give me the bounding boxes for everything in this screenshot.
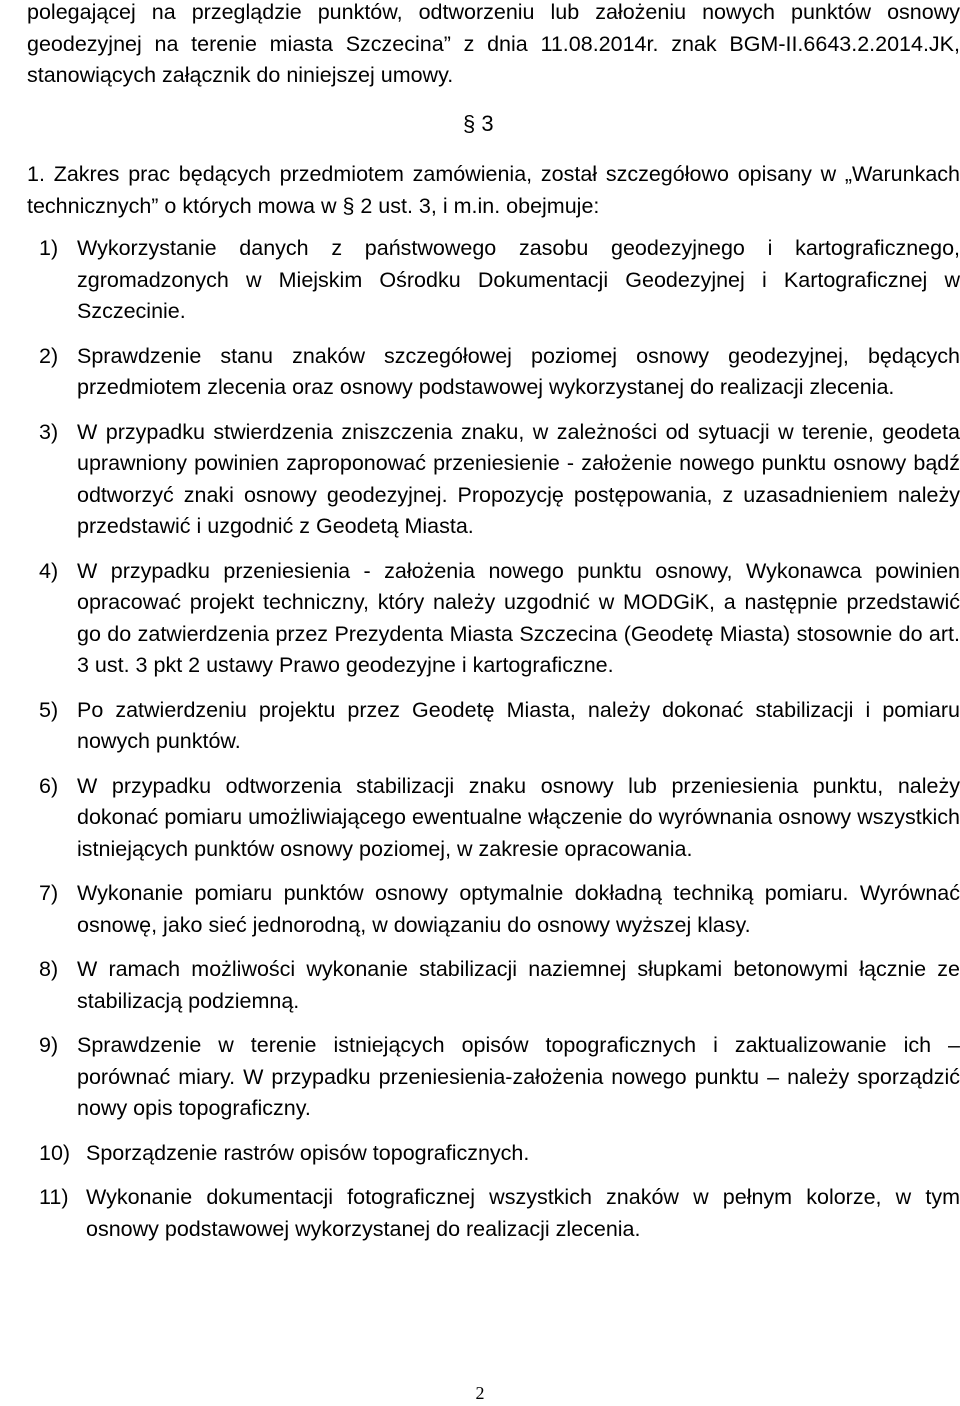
- list-item-text: W przypadku stwierdzenia zniszczenia znaku, w zależności od sytuacji w terenie, geodeta uprawniony powinien zaproponować przeniesienie - założenie nowego punktu osnowy bądź odtworzyć znaki osnowy geodezyjnej. Propozycję postępowania, z uzasadnieniem należy przedstawić i uzgodnić z Geodetą Miasta.: [77, 419, 960, 538]
- scope-list: [39, 233, 960, 1258]
- point-1-paragraph: 1. Zakres prac będących przedmiotem zamówienia, został szczegółowo opisany w „Warunkach technicznych” o których mowa w § 2 ust. 3, i m.in. obejmuje:: [27, 162, 960, 218]
- list-item-text: Sporządzenie rastrów opisów topograficznych.: [86, 1140, 530, 1165]
- section-heading: § 3: [463, 111, 494, 136]
- list-item-number: 10): [39, 1140, 71, 1165]
- list-item: [39, 1182, 960, 1245]
- list-item-text: W przypadku przeniesienia - założenia nowego punktu osnowy, Wykonawca powinien opracować projekt techniczny, który należy uzgodnić w MODGiK, a następnie przedstawić go do zatwierdzenia przez Prezydenta Miasta Szczecina (Geodetę Miasta) stosownie do art. 3 ust. 3 pkt 2 ustawy Prawo geodezyjne i kartograficzne.: [77, 558, 960, 677]
- page-number: 2: [475, 1383, 485, 1403]
- list-item-text: Sprawdzenie stanu znaków szczegółowej poziomej osnowy geodezyjnej, będących przedmiotem zlecenia oraz osnowy podstawowej wykorzystanej do realizacji zlecenia.: [77, 343, 960, 399]
- list-item-number: 9): [39, 1033, 59, 1057]
- list-item: [39, 1030, 960, 1125]
- list-item-text: W przypadku odtworzenia stabilizacji znaku osnowy lub przeniesienia punktu, należy dokonać pomiaru umożliwiającego ewentualne włączenie do wyrównania osnowy wszystkich istniejących punktów osnowy poziomej, w zakresie opracowania.: [77, 773, 960, 861]
- list-item-number: 11): [39, 1185, 69, 1209]
- list-item-number: 7): [39, 881, 59, 905]
- list-item-number: 4): [39, 558, 59, 583]
- list-item-text: Wykonanie dokumentacji fotograficznej wszystkich znaków w pełnym kolorze, w tym osnowy podstawowej wykorzystanej do realizacji zlecenia.: [86, 1185, 960, 1241]
- list-item-number: 5): [39, 697, 59, 722]
- list-item-number: 2): [39, 343, 59, 368]
- list-item-text: Po zatwierdzeniu projektu przez Geodetę Miasta, należy dokonać stabilizacji i pomiaru nowych punktów.: [77, 697, 960, 753]
- list-item: [39, 878, 960, 941]
- list-item: [39, 417, 960, 543]
- list-item-number: 6): [39, 773, 59, 798]
- list-item: [39, 556, 960, 682]
- list-item-text: Wykonanie pomiaru punktów osnowy optymalnie dokładną techniką pomiaru. Wyrównać osnowę, jako sieć jednorodną, w dowiązaniu do osnowy wyższej klasy.: [77, 881, 960, 937]
- list-item: [39, 341, 960, 404]
- list-item-number: 1): [39, 236, 59, 260]
- list-item: [39, 771, 960, 866]
- list-item-text: W ramach możliwości wykonanie stabilizacji naziemnej słupkami betonowymi łącznie ze stabilizacją podziemną.: [77, 957, 960, 1013]
- list-item-text: Wykorzystanie danych z państwowego zasobu geodezyjnego i kartograficznego, zgromadzonych w Miejskim Ośrodku Dokumentacji Geodezyjnej i Kartograficznej w Szczecinie.: [77, 236, 960, 323]
- list-item-number: 8): [39, 957, 59, 981]
- list-item-number: 3): [39, 419, 59, 444]
- list-item: [39, 233, 960, 328]
- list-item: [39, 1138, 960, 1170]
- list-item-text: Sprawdzenie w terenie istniejących opisów topograficznych i zaktualizowanie ich – porównać miary. W przypadku przeniesienia-założenia nowego punktu – należy sporządzić nowy opis topograficzny.: [77, 1033, 960, 1120]
- list-item: [39, 695, 960, 758]
- list-item: [39, 954, 960, 1017]
- intro-paragraph-continued: polegającej na przeglądzie punktów, odtworzeniu lub założeniu nowych punktów osnowy geodezyjnej na terenie miasta Szczecina” z dnia 11.08.2014r. znak BGM-II.6643.2.2014.JK, stanowiących załącznik do niniejszej umowy.: [27, 0, 960, 87]
